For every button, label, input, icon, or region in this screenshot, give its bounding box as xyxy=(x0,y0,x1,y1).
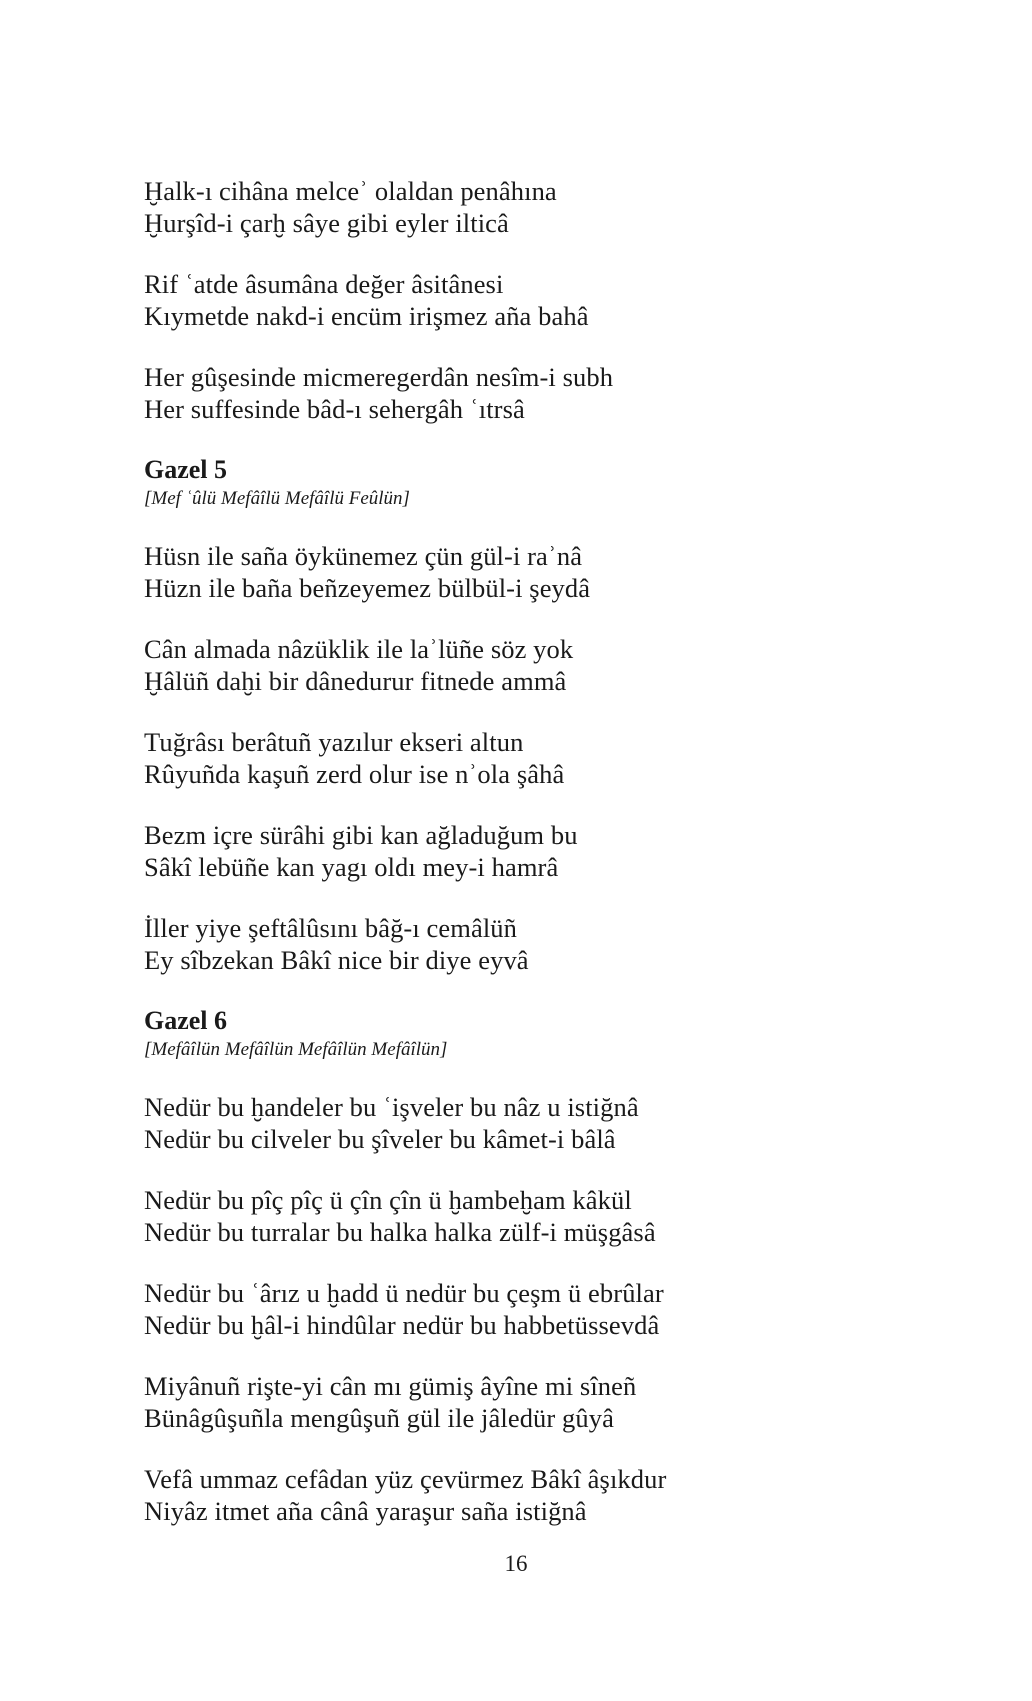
verse-line: Nedür bu turralar bu halka halka zülf-i müşgâsâ xyxy=(144,1217,656,1247)
verse-line: Bünâgûşuñla mengûşuñ gül ile jâledür gûyâ xyxy=(144,1403,614,1433)
couplet xyxy=(144,540,904,604)
couplet xyxy=(144,819,904,883)
verse-line: Nedür bu cilveler bu şîveler bu kâmet-i bâlâ xyxy=(144,1124,616,1154)
couplet xyxy=(144,1463,904,1527)
verse-line: Bezm içre sürâhi gibi kan ağladuğum bu xyxy=(144,820,578,850)
couplet xyxy=(144,912,904,976)
verse-line: Nedür bu pîç pîç ü çîn çîn ü ḫambeḫam kâkül xyxy=(144,1185,632,1215)
couplet xyxy=(144,633,904,697)
verse-line: Her suffesinde bâd-ı sehergâh ʿıtrsâ xyxy=(144,394,525,424)
verse-line: Nedür bu ḫandeler bu ʿişveler bu nâz u istiğnâ xyxy=(144,1092,639,1122)
verse-line: Ḫalk-ı cihâna melceʾ olaldan penâhına xyxy=(144,176,557,206)
couplet xyxy=(144,1091,904,1155)
gazel-meter: [Mefâîlün Mefâîlün Mefâîlün Mefâîlün] xyxy=(144,1039,448,1060)
couplet xyxy=(144,361,904,425)
verse-line: Tuğrâsı berâtuñ yazılur ekseri altun xyxy=(144,727,524,757)
verse-line: Rûyuñda kaşuñ zerd olur ise nʾola şâhâ xyxy=(144,759,565,789)
verse-line: Ḫurşîd-i çarḫ sâye gibi eyler ilticâ xyxy=(144,208,509,238)
verse-line: Her gûşesinde micmeregerdân nesîm-i subh xyxy=(144,362,614,392)
verse-line: Ey sîbzekan Bâkî nice bir diye eyvâ xyxy=(144,945,529,975)
gazel-heading: Gazel 5 xyxy=(144,455,228,484)
couplet xyxy=(144,726,904,790)
couplet xyxy=(144,268,904,332)
verse-line: Ḫâlüñ daḫi bir dânedurur fitnede ammâ xyxy=(144,666,567,696)
couplet xyxy=(144,1184,904,1248)
gazel-heading: Gazel 6 xyxy=(144,1006,228,1035)
verse-line: Sâkî lebüñe kan yagı oldı mey-i hamrâ xyxy=(144,852,559,882)
verse-line: Vefâ ummaz cefâdan yüz çevürmez Bâkî âşıkdur xyxy=(144,1464,667,1494)
verse-line: Nedür bu ʿârız u ḫadd ü nedür bu çeşm ü ebrûlar xyxy=(144,1278,664,1308)
poem-page xyxy=(144,175,904,1527)
couplet xyxy=(144,1277,904,1341)
verse-line: Kıymetde nakd-i encüm irişmez aña bahâ xyxy=(144,301,589,331)
verse-line: Hüsn ile saña öykünemez çün gül-i raʾnâ xyxy=(144,541,583,571)
verse-line: Rif ʿatde âsumâna değer âsitânesi xyxy=(144,269,504,299)
page-number: 16 xyxy=(504,1551,528,1576)
verse-line: Hüzn ile baña beñzeyemez bülbül-i şeydâ xyxy=(144,573,591,603)
couplet xyxy=(144,175,904,239)
verse-line: İller yiye şeftâlûsını bâğ-ı cemâlüñ xyxy=(144,913,517,943)
verse-line: Miyânuñ rişte-yi cân mı gümiş âyîne mi sîneñ xyxy=(144,1371,637,1401)
verse-line: Cân almada nâzüklik ile laʾlüñe söz yok xyxy=(144,634,574,664)
verse-line: Nedür bu ḫâl-i hindûlar nedür bu habbetüssevdâ xyxy=(144,1310,660,1340)
gazel-meter: [Mef ʿûlü Mefâîlü Mefâîlü Feûlün] xyxy=(144,488,410,509)
couplet xyxy=(144,1370,904,1434)
verse-line: Niyâz itmet aña cânâ yaraşur saña istiğnâ xyxy=(144,1496,587,1526)
